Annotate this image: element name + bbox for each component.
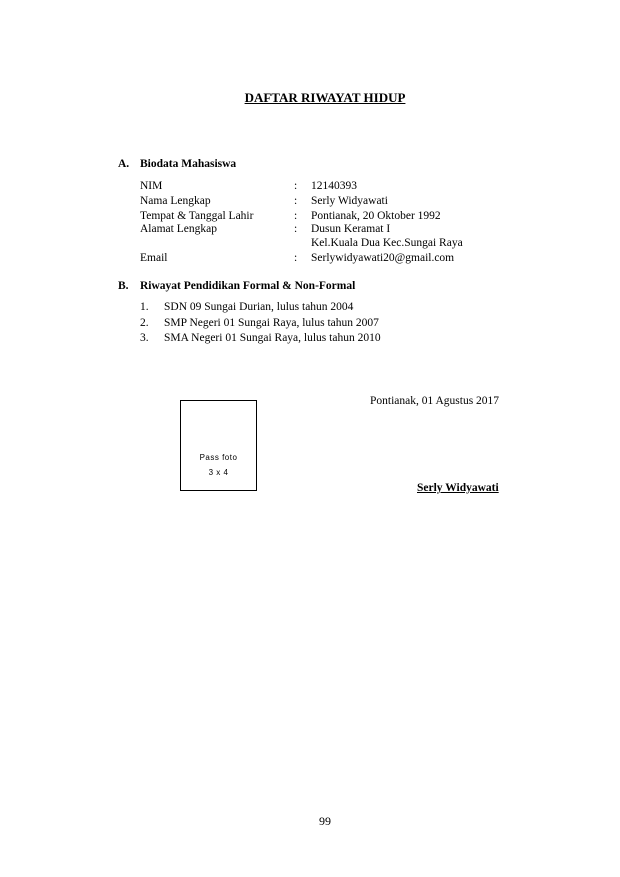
section-b-heading (118, 280, 355, 292)
row-colon: : (294, 195, 298, 207)
photo-label-line1: Pass foto (199, 453, 238, 462)
section-a-number: A. (118, 158, 130, 170)
education-text: SMA Negeri 01 Sungai Raya, lulus tahun 2010 (164, 332, 381, 344)
row-label: Tempat & Tanggal Lahir (140, 210, 254, 222)
row-colon: : (294, 180, 298, 192)
section-a-title: Biodata Mahasiswa (140, 158, 237, 170)
education-item (140, 300, 353, 315)
row-value: 12140393 (311, 180, 357, 192)
page-title: DAFTAR RIWAYAT HIDUP (244, 90, 406, 105)
section-a-heading (118, 158, 236, 170)
education-text: SDN 09 Sungai Durian, lulus tahun 2004 (164, 301, 354, 313)
education-number: 2. (140, 317, 149, 329)
section-b-number: B. (118, 280, 129, 292)
row-colon: : (294, 210, 298, 222)
row-value: Pontianak, 20 Oktober 1992 (311, 210, 441, 222)
row-label: Email (140, 252, 168, 264)
section-b-title: Riwayat Pendidikan Formal & Non-Formal (140, 280, 356, 292)
page-number: 99 (319, 814, 331, 828)
row-value: Kel.Kuala Dua Kec.Sungai Raya (311, 237, 463, 249)
row-colon: : (294, 223, 298, 235)
photo-placeholder (180, 400, 257, 491)
row-label: NIM (140, 180, 163, 192)
place-date: Pontianak, 01 Agustus 2017 (370, 395, 500, 407)
education-number: 3. (140, 332, 149, 344)
education-item (140, 316, 379, 331)
education-text: SMP Negeri 01 Sungai Raya, lulus tahun 2007 (164, 317, 379, 329)
row-label: Alamat Lengkap (140, 223, 217, 235)
row-value: Dusun Keramat I (311, 223, 391, 235)
education-number: 1. (140, 301, 149, 313)
signer-name: Serly Widyawati (417, 482, 499, 494)
education-item (140, 331, 381, 346)
photo-label-line2: 3 x 4 (208, 468, 229, 477)
row-value: Serly Widyawati (311, 195, 388, 207)
row-value: Serlywidyawati20@gmail.com (311, 252, 455, 264)
row-label: Nama Lengkap (140, 195, 211, 207)
row-colon: : (294, 252, 298, 264)
